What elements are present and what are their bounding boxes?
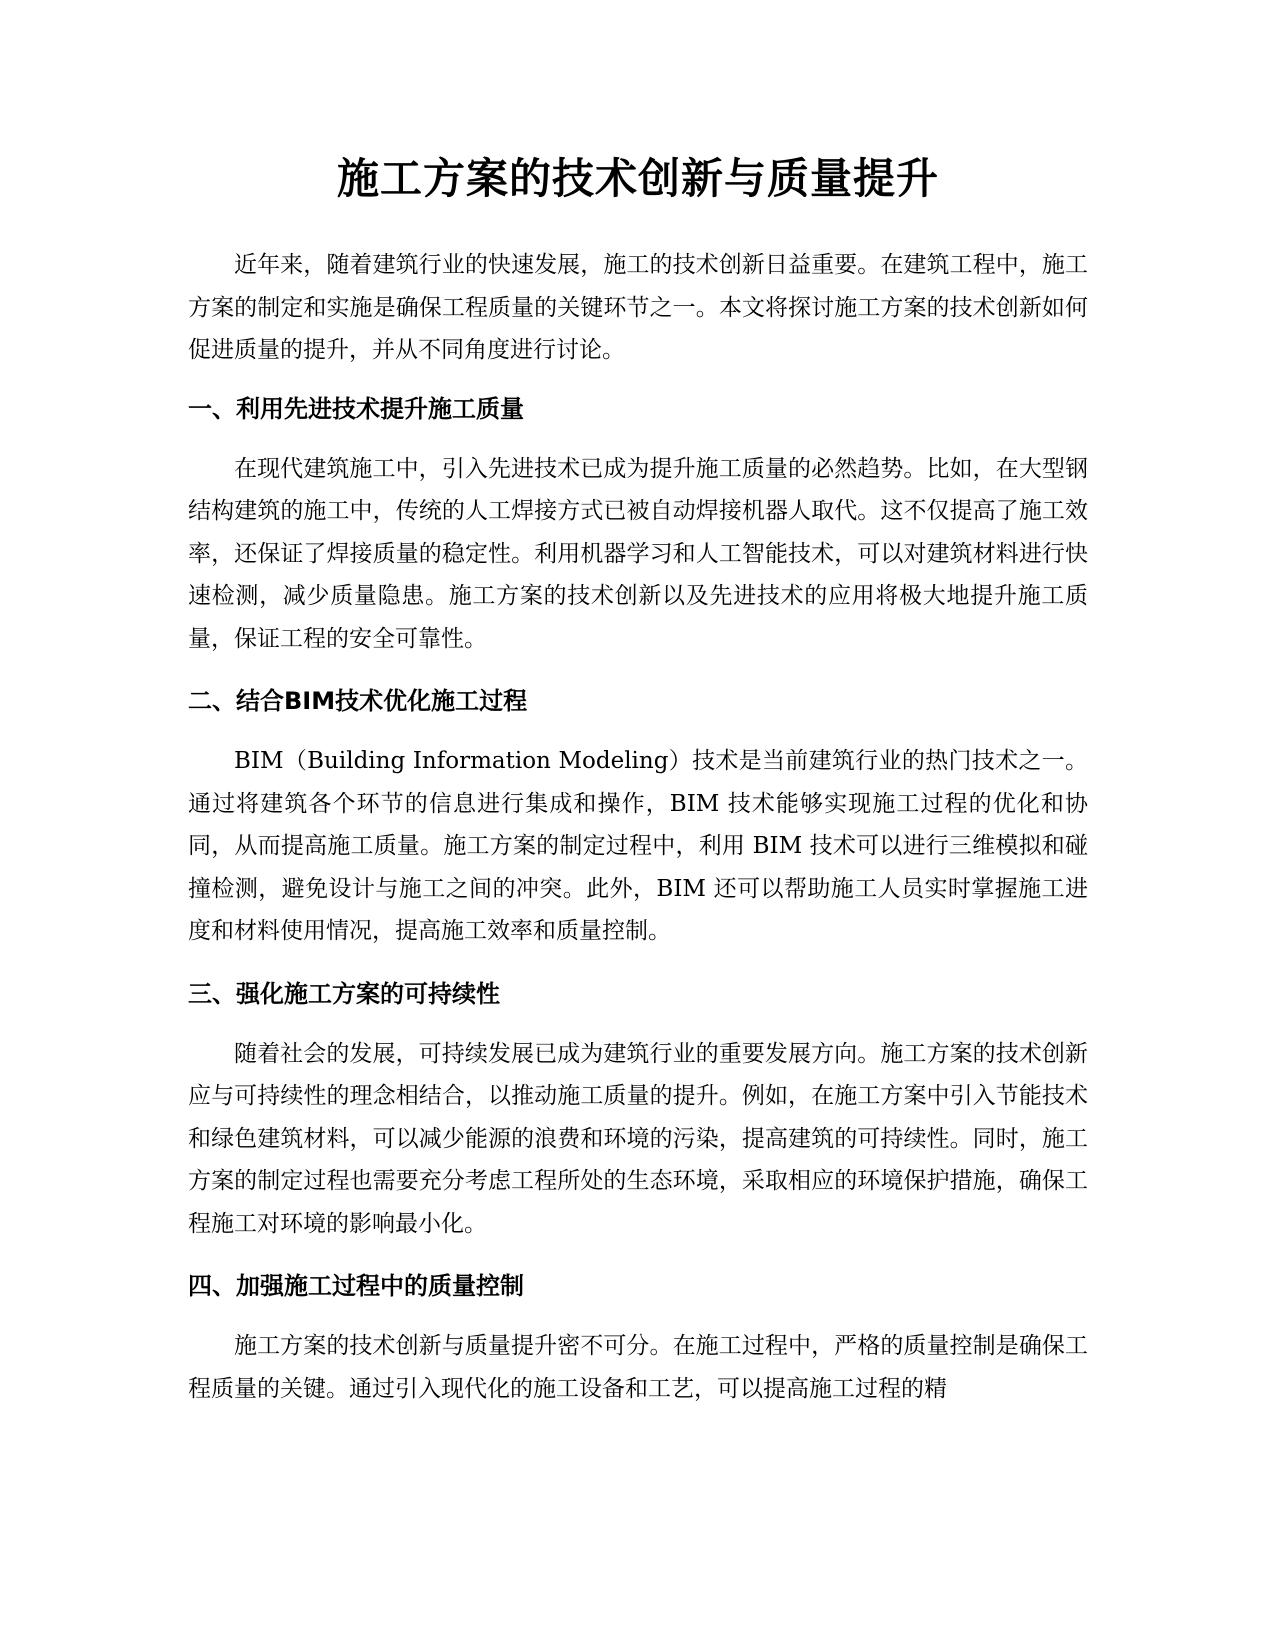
document-content	[188, 150, 1088, 1410]
section-2-paragraph: BIM（Building Information Modeling）技术是当前建筑行业的热门技术之一。通过将建筑各个环节的信息进行集成和操作，BIM 技术能够实现施工过程的优化和协同，从而提高施工质量。施工方案的制定过程中，利用 BIM 技术可以进行三维模拟和碰撞检测，避免设计与施工之间的冲突。此外，BIM 还可以帮助施工人员实时掌握施工进度和材料使用情况，提高施工效率和质量控制。	[188, 748, 1088, 944]
document-title: 施工方案的技术创新与质量提升	[336, 154, 939, 203]
section-3-paragraph: 随着社会的发展，可持续发展已成为建筑行业的重要发展方向。施工方案的技术创新应与可持续性的理念相结合，以推动施工质量的提升。例如，在施工方案中引入节能技术和绿色建筑材料，可以减少能源的浪费和环境的污染，提高建筑的可持续性。同时，施工方案的制定过程也需要充分考虑工程所处的生态环境，采取相应的环境保护措施，确保工程施工对环境的影响最小化。	[188, 1040, 1088, 1237]
section-1-paragraph: 在现代建筑施工中，引入先进技术已成为提升施工质量的必然趋势。比如，在大型钢结构建筑的施工中，传统的人工焊接方式已被自动焊接机器人取代。这不仅提高了施工效率，还保证了焊接质量的稳定性。利用机器学习和人工智能技术，可以对建筑材料进行快速检测，减少质量隐患。施工方案的技术创新以及先进技术的应用将极大地提升施工质量，保证工程的安全可靠性。	[188, 455, 1088, 652]
section-4-heading: 四、加强施工过程中的质量控制	[188, 1272, 524, 1300]
section-3-heading: 三、强化施工方案的可持续性	[188, 979, 500, 1008]
section-2-heading: 二、结合BIM技术优化施工过程	[188, 687, 528, 715]
section-4-paragraph: 施工方案的技术创新与质量提升密不可分。在施工过程中，严格的质量控制是确保工程质量的关键。通过引入现代化的施工设备和工艺，可以提高施工过程的精	[188, 1333, 1088, 1402]
section-1-heading: 一、利用先进技术提升施工质量	[188, 394, 524, 423]
intro-paragraph: 近年来，随着建筑行业的快速发展，施工的技术创新日益重要。在建筑工程中，施工方案的制定和实施是确保工程质量的关键环节之一。本文将探讨施工方案的技术创新如何促进质量的提升，并从不同角度进行讨论。	[188, 252, 1088, 363]
